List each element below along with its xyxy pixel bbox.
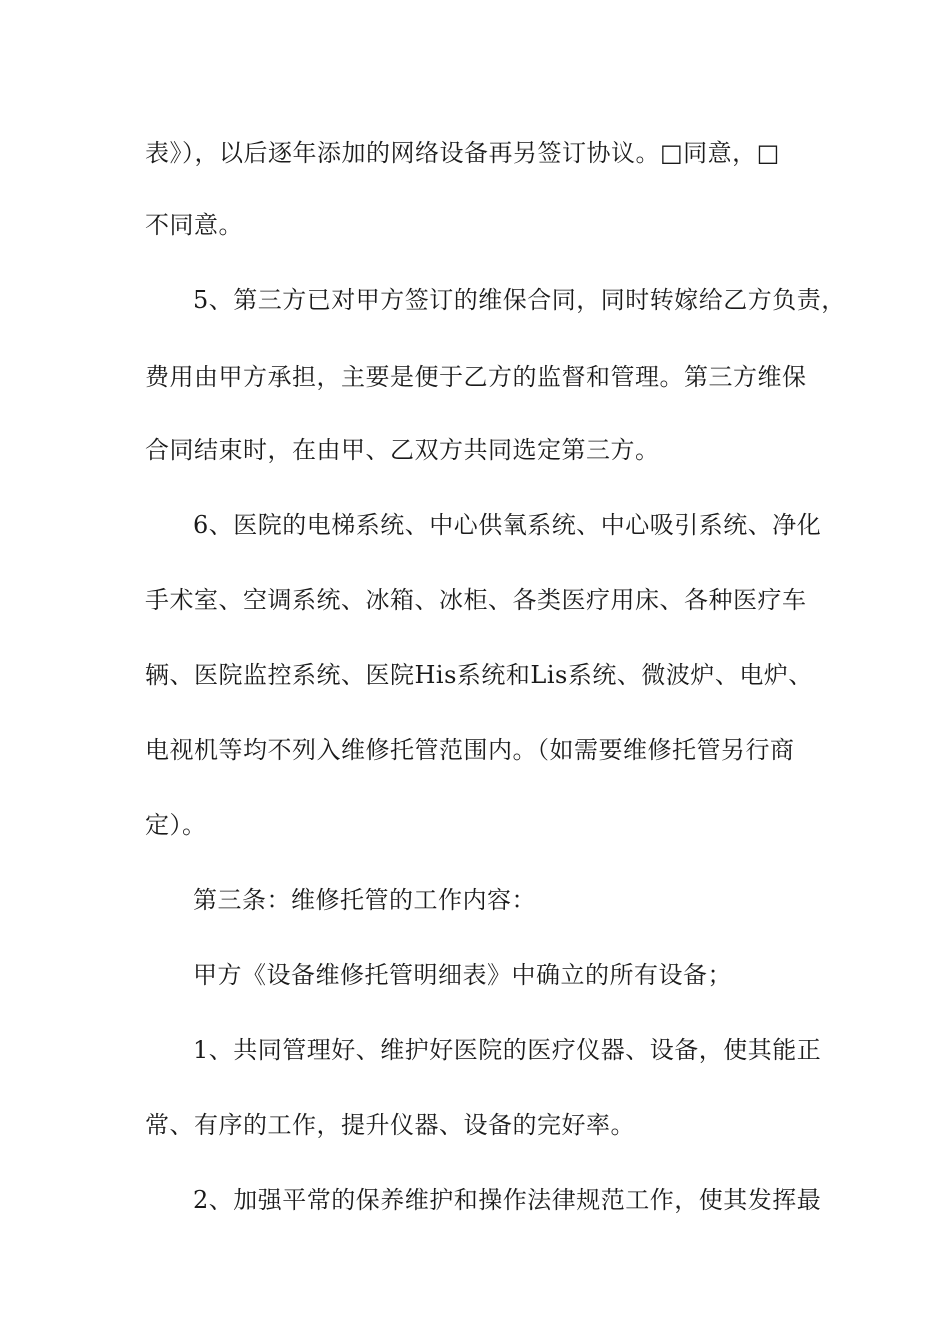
paragraph-line: 费用由甲方承担，主要是便于乙方的监督和管理。第三方维保	[145, 363, 807, 391]
paragraph-line: 甲方《设备维修托管明细表》中确立的所有设备；	[193, 961, 732, 989]
section-heading: 第三条：维修托管的工作内容：	[193, 886, 536, 914]
paragraph-line: 5、第三方已对甲方签订的维保合同，同时转嫁给乙方负责，	[193, 286, 846, 314]
paragraph-line: 电视机等均不列入维修托管范围内。（如需要维修托管另行商	[145, 736, 795, 764]
paragraph-line: 辆、医院监控系统、医院His系统和Lis系统、微波炉、电炉、	[145, 661, 813, 689]
paragraph-line: 定）。	[145, 811, 207, 839]
paragraph-line: 1、共同管理好、维护好医院的医疗仪器、设备，使其能正	[193, 1036, 822, 1064]
paragraph-line: 2、加强平常的保养维护和操作法律规范工作，使其发挥最	[193, 1186, 822, 1214]
paragraph-line: 常、有序的工作，提升仪器、设备的完好率。	[145, 1111, 635, 1139]
paragraph-line: 表》），以后逐年添加的网络设备再另签订协议。□同意，□	[145, 139, 780, 167]
paragraph-line: 不同意。	[145, 211, 243, 239]
paragraph-line: 合同结束时，在由甲、乙双方共同选定第三方。	[145, 436, 660, 464]
paragraph-line: 手术室、空调系统、冰箱、冰柜、各类医疗用床、各种医疗车	[145, 586, 807, 614]
paragraph-line: 6、医院的电梯系统、中心供氧系统、中心吸引系统、净化	[193, 511, 822, 539]
